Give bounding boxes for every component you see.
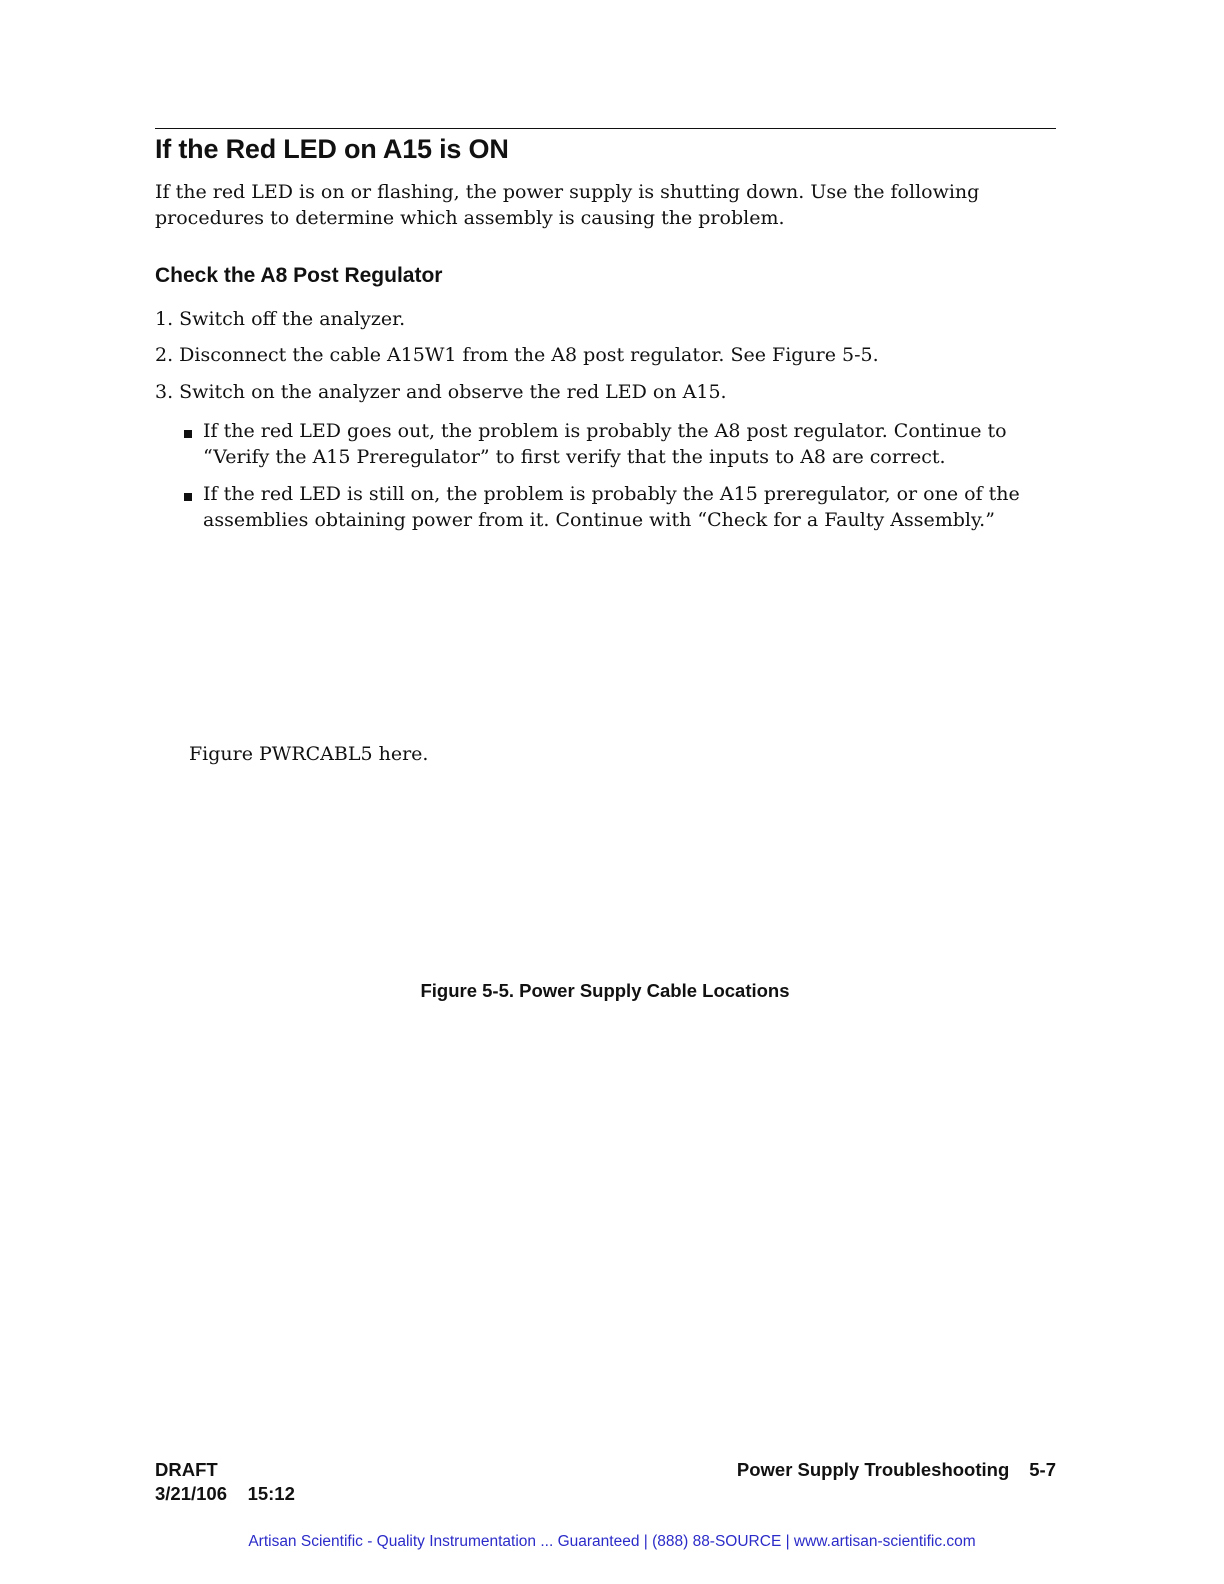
bullet-square-icon	[184, 493, 192, 501]
figure-caption: Figure 5-5. Power Supply Cable Locations	[420, 980, 790, 1001]
figure-placeholder: Figure PWRCABL5 here.	[189, 743, 429, 765]
step-2: 2. Disconnect the cable A15W1 from the A8 post regulator. See Figure 5-5.	[155, 344, 879, 366]
bullet-item: If the red LED is still on, the problem is probably the A15 preregulator, or one of the assemblies obtaining power from it. Continue with “Check for a Faulty Assembly.”	[203, 483, 1020, 531]
footer-page-number: 5-7	[1029, 1459, 1056, 1480]
footer-chapter-info	[737, 1459, 1056, 1481]
footer-date-time: 3/21/106 15:12	[155, 1483, 295, 1504]
section-title: If the Red LED on A15 is ON	[155, 134, 509, 164]
step-3: 3. Switch on the analyzer and observe the red LED on A15.	[155, 381, 727, 403]
bullet-square-icon	[184, 430, 192, 438]
step-1: 1. Switch off the analyzer.	[155, 308, 406, 330]
footer-draft: DRAFT	[155, 1459, 218, 1480]
section-rule	[155, 128, 1056, 129]
intro-paragraph: If the red LED is on or flashing, the power supply is shutting down. Use the following procedures to determine which assembly is causing the problem.	[155, 181, 980, 229]
footer-vendor-link[interactable]: Artisan Scientific - Quality Instrumentation ... Guaranteed | (888) 88-SOURCE | www.artisan-scientific.com	[248, 1533, 976, 1550]
footer-chapter-title: Power Supply Troubleshooting	[736, 1459, 1010, 1480]
bullet-item: If the red LED goes out, the problem is probably the A8 post regulator. Continue to “Verify the A15 Preregulator” to first verify that the inputs to A8 are correct.	[203, 420, 1007, 468]
subsection-title: Check the A8 Post Regulator	[155, 264, 443, 287]
